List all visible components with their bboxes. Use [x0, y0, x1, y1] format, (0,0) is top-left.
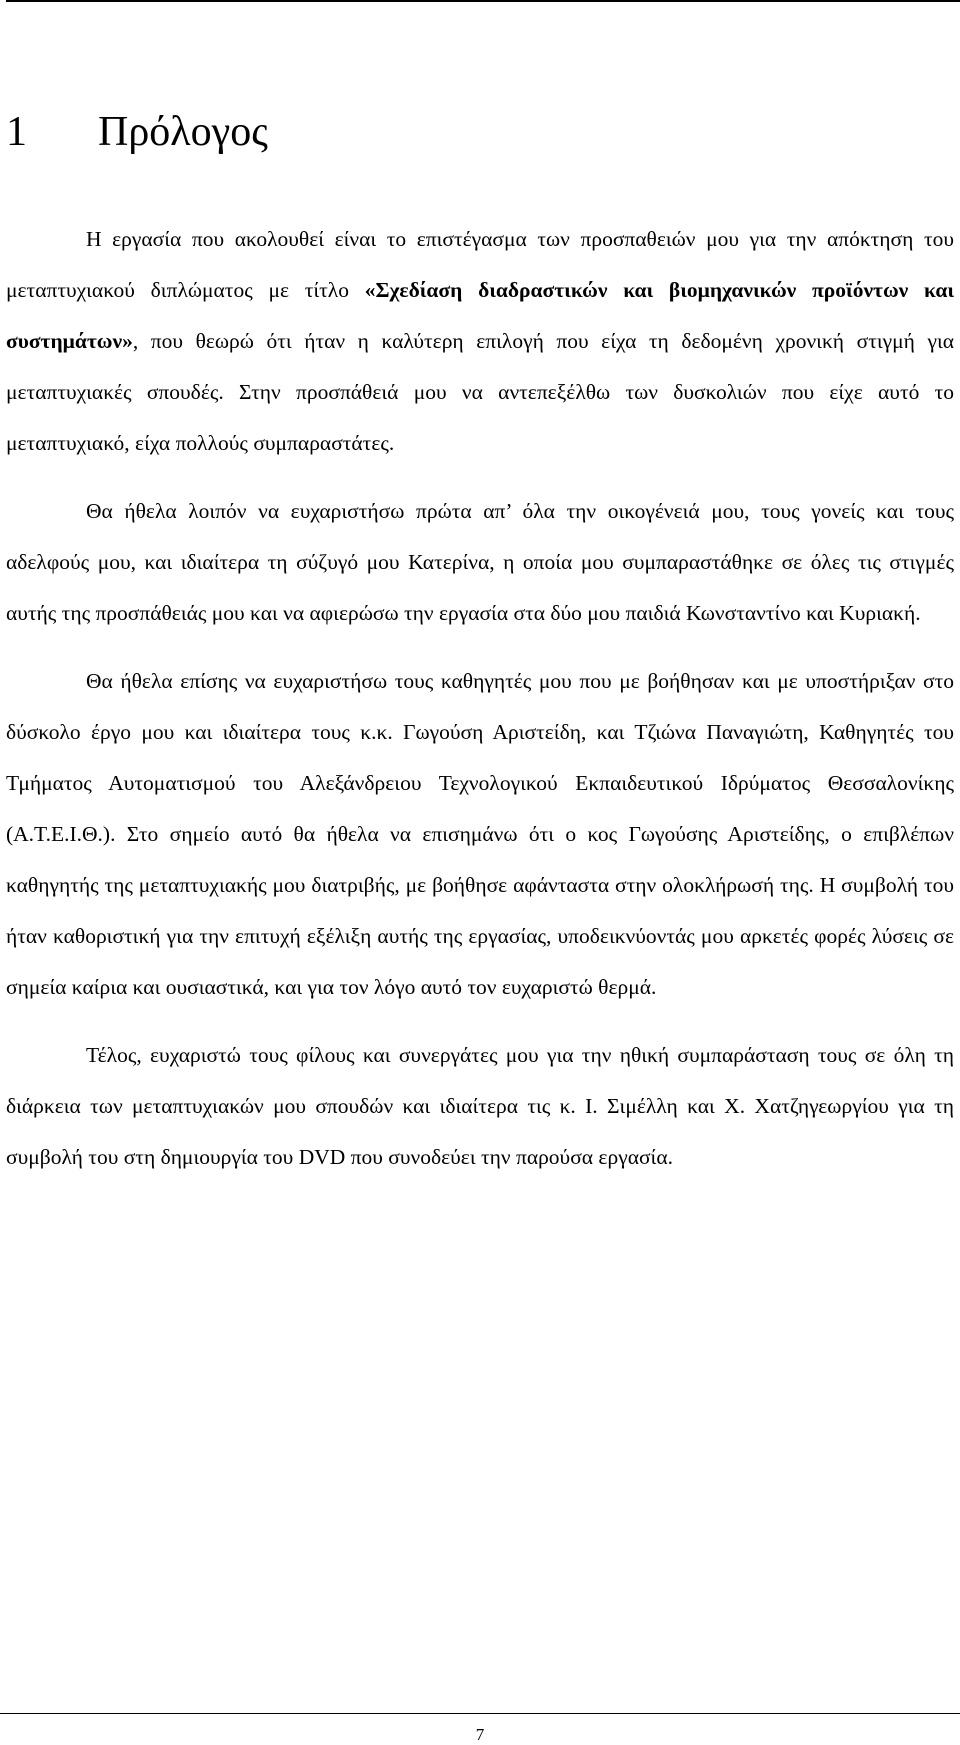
- chapter-heading: [6, 106, 268, 158]
- page-number: 7: [475, 1725, 485, 1744]
- chapter-title: Πρόλογος: [98, 109, 268, 155]
- paragraph-professors: Θα ήθελα επίσης να ευχαριστήσω τους καθηγητές μου που με βοήθησαν και με υποστήριξαν στο δύσκολο έργο μου και ιδιαίτερα τους κ.κ. Γωγούση Αριστείδη, και Τζιώνα Παναγιώτη, Καθηγητές του Τμήματος Αυτοματισμού του Αλεξάνδρειου Τεχνολογικού Εκπαιδευτικού Ιδρύματος Θεσσαλονίκης (Α.Τ.Ε.Ι.Θ.). Στο σημείο αυτό θα ήθελα να επισημάνω ότι ο κος Γωγούσης Αριστείδης, ο επιβλέπων καθηγητής της μεταπτυχιακής μου διατριβής, με βοήθησε αφάνταστα στην ολοκλήρωσή της. Η συμβολή του ήταν καθοριστική για την επιτυχή εξέλιξη αυτής της εργασίας, υποδεικνύοντάς μου αρκετές φορές λύσεις σε σημεία καίρια και ουσιαστικά, και για τον λόγο αυτό τον ευχαριστώ θερμά.: [6, 669, 954, 999]
- paragraph-family: Θα ήθελα λοιπόν να ευχαριστήσω πρώτα απ’ όλα την οικογένειά μου, τους γονείς και τους αδελφούς μου, και ιδιαίτερα τη σύζυγό μου Κατερίνα, η οποία μου συμπαραστάθηκε σε όλες τις στιγμές αυτής της προσπάθειάς μου και να αφιερώσω την εργασία στα δύο μου παιδιά Κωνσταντίνο και Κυριακή.: [6, 499, 954, 625]
- chapter-number: 1: [6, 109, 27, 155]
- paragraph-intro: [6, 214, 954, 469]
- document-body: [6, 214, 954, 1200]
- intro-text-start: Η εργασία που ακολουθεί είναι το επιστέγασμα των προσπαθειών μου για την απόκτηση του μεταπτυχιακού διπλώματος με τίτλο: [6, 227, 954, 302]
- footer-rule: [0, 1713, 960, 1714]
- program-title: «Σχεδίαση διαδραστικών και βιομηχανικών προϊόντων και συστημάτων»: [6, 278, 954, 353]
- top-rule: [6, 0, 960, 2]
- paragraph-friends: Τέλος, ευχαριστώ τους φίλους και συνεργάτες μου για την ηθική συμπαράσταση τους σε όλη τη διάρκεια των μεταπτυχιακών μου σπουδών και ιδιαίτερα τις κ. Ι. Σιμέλλη και Χ. Χατζηγεωργίου για τη συμβολή του στη δημιουργία του DVD που συνοδεύει την παρούσα εργασία.: [6, 1043, 954, 1169]
- intro-text-end: , που θεωρώ ότι ήταν η καλύτερη επιλογή που είχα τη δεδομένη χρονική στιγμή για μεταπτυχιακές σπουδές. Στην προσπάθειά μου να αντεπεξέλθω των δυσκολιών που είχε αυτό το μεταπτυχιακό, είχα πολλούς συμπαραστάτες.: [6, 329, 954, 455]
